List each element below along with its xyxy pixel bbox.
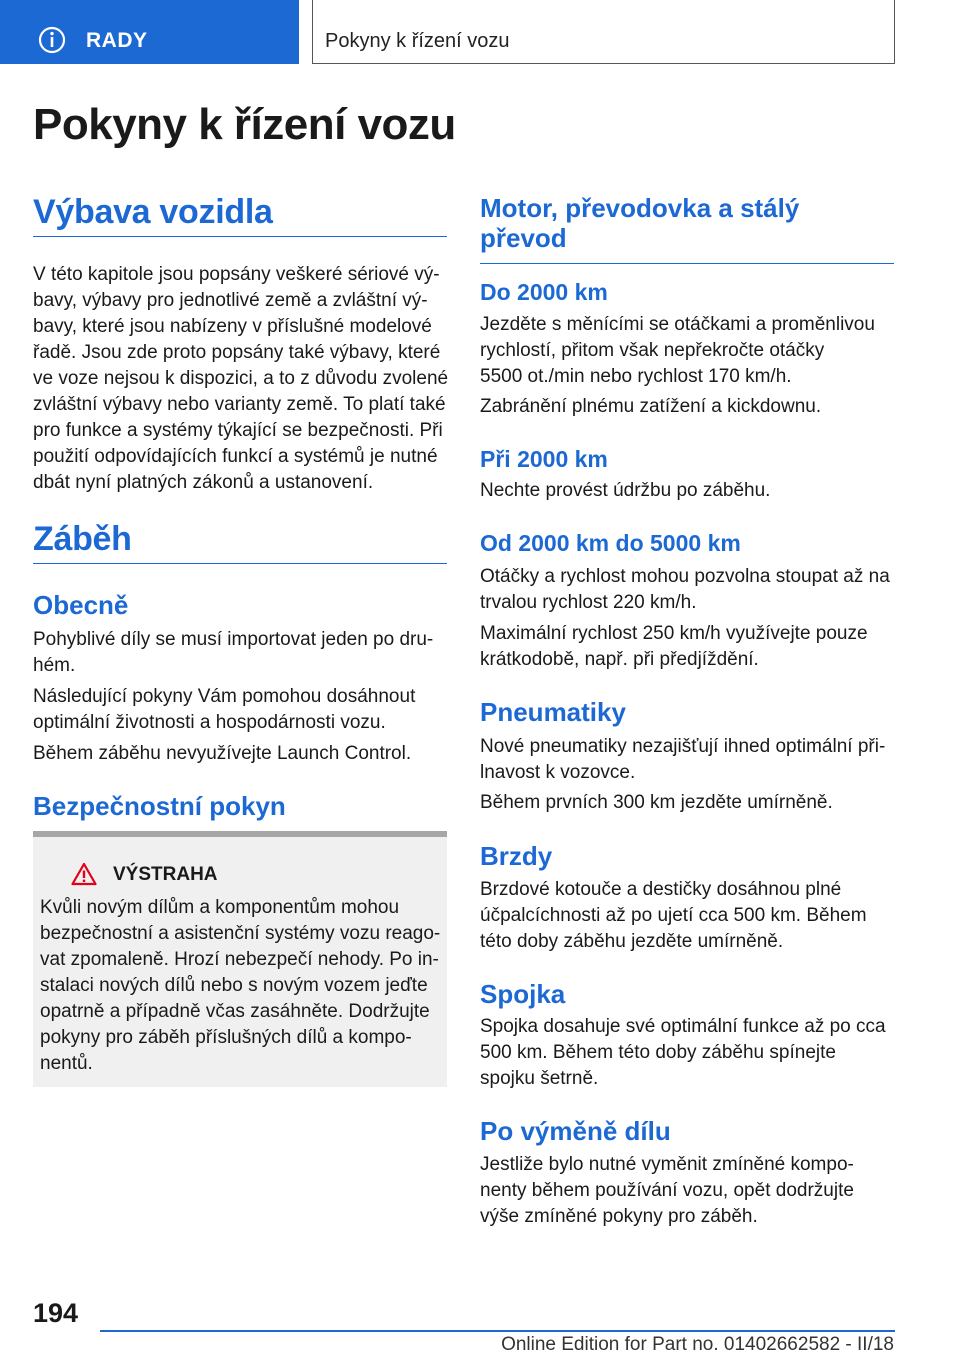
page-title: Pokyny k řízení vozu bbox=[33, 100, 456, 149]
safety-heading: Bezpečnostní pokyn bbox=[33, 791, 286, 821]
heading-line: převod bbox=[480, 223, 567, 253]
from-2000-to-5000-paragraph-1 bbox=[480, 564, 900, 616]
at-2000-paragraph bbox=[480, 478, 900, 504]
text-line: V této kapitole jsou popsány veškeré sériové vý- bbox=[33, 264, 440, 285]
up-to-2000-paragraph-2 bbox=[480, 394, 900, 420]
heading-line: Motor, převodovka a stálý bbox=[480, 193, 800, 223]
general-paragraph-2 bbox=[33, 684, 453, 736]
warning-text bbox=[40, 895, 444, 1077]
text-line: stalaci nových dílů nebo s novým vozem jeďte bbox=[40, 975, 428, 996]
text-line: účpalcíchnosti až po ujetí cca 500 km. Během bbox=[480, 905, 867, 926]
text-line: rychlostí, přitom však nepřekročte otáčky bbox=[480, 340, 825, 361]
text-line: hém. bbox=[33, 655, 76, 676]
warning-box bbox=[33, 831, 447, 1087]
clutch-paragraph bbox=[480, 1014, 900, 1092]
clutch-heading: Spojka bbox=[480, 979, 566, 1009]
footer-edition-text: Online Edition for Part no. 01402662582 - II/18 bbox=[501, 1334, 894, 1355]
text-line: použití odpovídajících funkcí a systémů je nutné bbox=[33, 446, 438, 467]
text-line: bezpečnostní a asistenční systémy vozu reago- bbox=[40, 923, 441, 944]
text-line: opatrně a případně včas zasáhněte. Dodržujte bbox=[40, 1001, 430, 1022]
text-line: optimální životnosti a hospodárnosti vozu. bbox=[33, 712, 386, 733]
text-line: Pohyblivé díly se musí importovat jeden po dru- bbox=[33, 629, 434, 650]
at-2000-heading: Při 2000 km bbox=[480, 446, 608, 472]
info-icon bbox=[38, 26, 66, 54]
text-line: nentů. bbox=[40, 1053, 93, 1074]
engine-heading-rule bbox=[480, 263, 894, 264]
footer-rule bbox=[100, 1330, 895, 1332]
tires-paragraph-1 bbox=[480, 734, 900, 786]
text-line: této doby záběhu jezděte umírněně. bbox=[480, 931, 784, 952]
text-line: trvalou rychlost 220 km/h. bbox=[480, 592, 697, 613]
text-line: Nové pneumatiky nezajišťují ihned optimální při- bbox=[480, 736, 886, 757]
equipment-heading-rule bbox=[33, 236, 447, 237]
text-line: zvláštní výbavy nebo varianty země. To platí také bbox=[33, 394, 446, 415]
general-paragraph-1 bbox=[33, 627, 453, 679]
text-line: Kvůli novým dílům a komponentům mohou bbox=[40, 897, 400, 918]
text-line: bavy, které jsou nabízeny v příslušné modelové bbox=[33, 316, 432, 337]
header-tab-label: RADY bbox=[86, 29, 148, 52]
header-tab[interactable] bbox=[0, 0, 299, 64]
warning-label: VÝSTRAHA bbox=[113, 864, 218, 885]
equipment-heading: Výbava vozidla bbox=[33, 193, 273, 231]
text-line: spojku šetrně. bbox=[480, 1068, 599, 1089]
text-line: Během prvních 300 km jezděte umírněně. bbox=[480, 792, 833, 813]
text-line: Maximální rychlost 250 km/h využívejte pouze bbox=[480, 623, 868, 644]
text-line: 500 km. Během této doby záběhu spínejte bbox=[480, 1042, 836, 1063]
breakin-heading: Záběh bbox=[33, 520, 132, 558]
tires-paragraph-2 bbox=[480, 790, 900, 816]
after-part-replacement-paragraph bbox=[480, 1152, 900, 1230]
text-line: pokyny pro záběh příslušných dílů a kompo- bbox=[40, 1027, 412, 1048]
header-section-box bbox=[312, 0, 895, 64]
brakes-heading: Brzdy bbox=[480, 841, 553, 871]
from-2000-to-5000-paragraph-2 bbox=[480, 621, 900, 673]
text-line: bavy, výbavy pro jednotlivé země a zvláštní vý- bbox=[33, 290, 428, 311]
text-line: dbát nyní platných zákonů a ustanovení. bbox=[33, 472, 374, 493]
up-to-2000-paragraph-1 bbox=[480, 312, 900, 390]
text-line: Jezděte s měnícími se otáčkami a proměnlivou bbox=[480, 314, 875, 335]
text-line: Nechte provést údržbu po záběhu. bbox=[480, 480, 771, 501]
text-line: Následující pokyny Vám pomohou dosáhnout bbox=[33, 686, 416, 707]
text-line: 5500 ot./min nebo rychlost 170 km/h. bbox=[480, 366, 792, 387]
text-line: Otáčky a rychlost mohou pozvolna stoupat až na bbox=[480, 566, 890, 587]
equipment-paragraph bbox=[33, 262, 453, 496]
text-line: Zabránění plnému zatížení a kickdownu. bbox=[480, 396, 822, 417]
text-line: Během záběhu nevyužívejte Launch Control. bbox=[33, 743, 412, 764]
text-line: Spojka dosahuje své optimální funkce až po cca bbox=[480, 1016, 886, 1037]
text-line: nenty během používání vozu, opět dodržujte bbox=[480, 1180, 854, 1201]
breakin-heading-rule bbox=[33, 563, 447, 564]
header-section-title: Pokyny k řízení vozu bbox=[325, 30, 510, 52]
general-heading: Obecně bbox=[33, 590, 129, 620]
text-line: lnavost k vozovce. bbox=[480, 762, 636, 783]
tires-heading: Pneumatiky bbox=[480, 697, 626, 727]
warning-triangle-icon bbox=[71, 862, 97, 886]
text-line: Brzdové kotouče a destičky dosáhnou plné bbox=[480, 879, 842, 900]
general-paragraph-3 bbox=[33, 741, 453, 767]
text-line: výše zmíněné pokyny pro záběh. bbox=[480, 1206, 758, 1227]
text-line: ve voze nejsou k dispozici, a to z důvodu zvolené bbox=[33, 368, 449, 389]
text-line: řadě. Jsou zde proto popsány také výbavy, které bbox=[33, 342, 441, 363]
text-line: krátkodobě, např. při předjíždění. bbox=[480, 649, 759, 670]
text-line: pro funkce a systémy týkající se bezpečnosti. Při bbox=[33, 420, 443, 441]
text-line: Jestliže bylo nutné vyměnit zmíněné kompo- bbox=[480, 1154, 854, 1175]
after-part-replacement-heading: Po výměně dílu bbox=[480, 1116, 671, 1146]
up-to-2000-heading: Do 2000 km bbox=[480, 279, 608, 305]
text-line: vat zpomaleně. Hrozí nebezpečí nehody. Po in- bbox=[40, 949, 439, 970]
from-2000-to-5000-heading: Od 2000 km do 5000 km bbox=[480, 530, 741, 556]
brakes-paragraph bbox=[480, 877, 900, 955]
page-number: 194 bbox=[33, 1298, 79, 1328]
engine-heading bbox=[480, 193, 894, 253]
